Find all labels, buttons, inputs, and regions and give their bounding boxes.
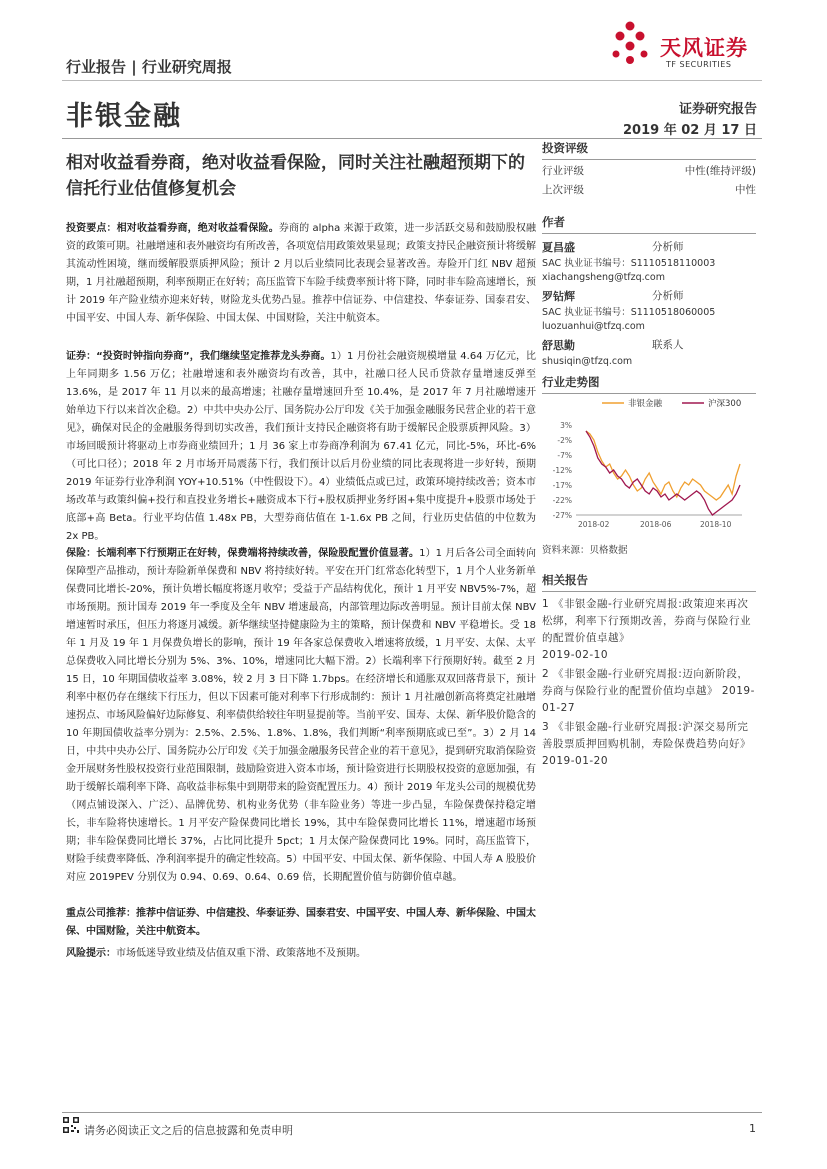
rating-label: 上次评级 [542, 184, 584, 196]
brand-logo-mark [610, 20, 650, 66]
paragraph-lead: 证券：“投资时钟指向券商”，我们继续坚定推荐龙头券商。 [66, 351, 331, 362]
related-report-item[interactable] [542, 596, 756, 664]
x-tick-label: 2018-06 [640, 520, 672, 529]
footer-disclaimer[interactable]: 请务必阅读正文之后的信息披露和免责申明 [84, 1124, 293, 1137]
doc-type-label: 行业报告 | 行业研究周报 [66, 58, 232, 76]
related-report-date: 2019-02-10 [542, 649, 609, 661]
author-name: 舒思勤 [542, 339, 575, 352]
related-report-item[interactable] [542, 666, 756, 717]
chart-divider [542, 393, 756, 394]
chart-heading: 行业走势图 [542, 375, 600, 389]
sector-title: 非银金融 [66, 101, 182, 132]
legend-label: 非银金融 [628, 399, 663, 409]
chart-source: 资料来源：贝格数据 [542, 545, 628, 556]
paragraph-lead: 重点公司推荐：推荐中信证券、中信建投、华泰证券、国泰君安、中国平安、中国人寿、新华保险、中国太保、中国财险，关注中航资本。 [66, 908, 536, 937]
related-report-date: 2019-01-27 [542, 685, 755, 714]
brand-name-cn: 天风证券 [660, 36, 748, 60]
qr-code-icon [62, 1116, 80, 1134]
y-tick-label: 3% [560, 421, 572, 430]
authors-heading: 作者 [542, 215, 565, 229]
rating-row [542, 181, 756, 200]
legend-label: 沪深300 [708, 399, 742, 409]
author-sac: SAC 执业证书编号：S1110518110003 [542, 258, 716, 269]
paragraph-lead: 风险提示： [66, 948, 116, 959]
series-line [586, 431, 740, 500]
related-block [542, 572, 756, 770]
paragraph-insurance [66, 545, 536, 887]
rating-label: 行业评级 [542, 165, 584, 177]
report-type: 证券研究报告 [678, 102, 757, 117]
related-report-title[interactable]: 2 《非银金融-行业研究周报:迈向新阶段，券商与保险行业的配置价值均卓越》 [542, 668, 749, 697]
industry-trend-chart [542, 395, 756, 540]
author-email[interactable]: luozuanhui@tfzq.com [542, 321, 645, 332]
paragraph-text: 1）1 月后各公司全面转向保障型产品推动，预计寿险新单保费和 NBV 将持续好转。平安在开门红常态化转型下，1 月个人业务新单保费同比增长-20%，预计负增长幅度将逐月收窄；受益于产品结构优化，预计 1 月平安 NBV5%-7%，超市场预期。预计国寿 2019 年一季度及全年 NBV 增速最高，内部管理边际改善明显。预计目前太保 NBV 增速暂时承压，但压力将逐月减缓。新华继续坚持健康险为主的策略，预计保费和 NBV 平稳增长。受 18 年 1 月及 19 年 1 月保费负增长的影响，预计 19 年各家总保费收入增速将放缓，1 月平安、太保、太平总保费收入同比增长分别为 5%、3%、10%，增速同比大幅下滑。2）长端利率下行预期好转。截至 2 月 15 日，10 年期国债收益率 3.08%，较 2 月 3 日下降 1.7bps。在经济增长和通胀双双回落背景下，预计利率中枢仍存在继续下行压力，但以下因素可能对利率下行形成制约：预计 1 月社融创新高将奠定社融增速拐点、市场风险偏好边际修复、利率债供给较往年明显提前等。当前平安、国寿、太保、新华股价隐含的 10 年期国债收益率分别为：2.5%、2.5%、1.8%、1.8%，我们判断“利率预期底或已至”。3）2 月 14 日，中共中央办公厅、国务院办公厅印发《关于加强金融服务民营企业的若干意见》，提到研究取消保险资金开展财务性股权投资行业范围限制，鼓励险资进入资本市场，预计险资进行长期股权投资的意愿加强，有助于缓解长端利率下降、高收益非标集中到期带来的险资配置压力。4）预计 2019 年龙头公司的规模优势（网点铺设深入、广泛）、品牌优势、机构业务优势（非车险业务）等进一步凸显，车险保费保持稳定增长，非车险将快速增长。1 月平安产险保费同比增长 19%，其中车险保费同比增长 11%，增速超市场预期；非车险保费同比增长 37%，占比同比提升 5pct；1 月太保产险保费同比 19%。同时，高压监管下，财险手续费率降低、净利润率提升的确定性较高。5）中国平安、中国太保、新华保险、中国人寿 A 股股价对应 2019PEV 分别仅为 0.94、0.69、0.64、0.69 倍，长期配置价值与防御价值卓越。 [66, 548, 537, 883]
related-divider [542, 591, 756, 592]
author-entry [542, 238, 756, 285]
related-report-title[interactable]: 3 《非银金融-行业研究周报:沪深交易所完善股票质押回购机制，寿险保费趋势向好》 [542, 721, 751, 750]
footer-divider [62, 1112, 762, 1113]
paragraph-lead: 投资要点：相对收益看券商，绝对收益看保险。 [66, 223, 279, 234]
author-entry [542, 336, 756, 369]
y-tick-label: -12% [552, 466, 572, 475]
paragraph-text: 券商的 alpha 来源于政策，进一步活跃交易和鼓励股权融资的政策可期。社融增速和表外融资均有所改善，各项宽信用政策效果显现；政策支持民企融资预计将缓解其流动性困境，继而缓解股票质押风险；预计 2 月以后业绩同比表现会显著改善。寿险开门红 NBV 超预期，1 月社融超预期，利率预期正在好转；高压监管下车险手续费率预计将下降，同时非车险高速增长，预计 2019 年产险业绩亦迎来好转，财险龙头优势凸显。推荐中信证券、中信建投、华泰证券、国泰君安、中国平安、中国人寿、新华保险、中国太保、中国财险，关注中航资本。 [66, 223, 537, 324]
rating-divider [542, 159, 756, 160]
author-entry [542, 287, 756, 334]
paragraph-risk [66, 945, 536, 963]
related-report-date: 2019-01-20 [542, 755, 609, 767]
x-tick-label: 2018-10 [700, 520, 732, 529]
title-divider [62, 138, 762, 139]
page-number: 1 [749, 1122, 756, 1135]
author-role: 分析师 [652, 241, 684, 253]
rating-value: 中性 [735, 184, 756, 196]
paragraph-text: 市场低迷导致业绩及估值双重下滑、政策落地不及预期。 [116, 948, 366, 959]
chart-block [542, 374, 756, 394]
rating-heading: 投资评级 [542, 141, 588, 155]
related-report-item[interactable] [542, 719, 756, 770]
y-tick-label: -22% [552, 496, 572, 505]
related-heading: 相关报告 [542, 573, 588, 587]
series-line [586, 431, 740, 515]
brand-name-en: TF SECURITIES [666, 60, 732, 69]
report-title: 相对收益看券商，绝对收益看保险，同时关注社融超预期下的信托行业估值修复机会 [66, 153, 525, 199]
y-tick-label: -27% [552, 511, 572, 520]
author-role: 分析师 [652, 290, 684, 302]
authors-divider [542, 233, 756, 234]
paragraph-text: 1）1 月份社会融资规模增量 4.64 万亿元，比上年同期多 1.56 万亿；社融增速和表外融资均有改善，其中，社融口径人民币贷款存量增速反弹至 13.6%，是 2017 年 11 月以来的最高增速；社融存量增速回升至 10.4%，是 2017 年 7 月社融增速开始单边下行以来首次企稳。2）中共中央办公厅、国务院办公厅印发《关于加强金融服务民营企业的若干意见》，确保对民企的金融服务得到切实改善，我们预计支持民企融资将有助于缓解民企股票质押风险。3）市场回暖预计将驱动上市券商业绩回升；1 月 36 家上市券商净利润为 67.41 亿元，同比-5%，环比-6%（可比口径）；2018 年 2 月市场开局震荡下行，我们预计以后月份业绩的同比表现将进一步好转，预期 2019 年证券行业净利润 YOY+10.51%（中性假设下）。4）业绩低点或已过，政策环境持续改善；资本市场改革与政策纠偏+投行和直投业务增长+融资成本下行+股权质押业务纾困+集中度提升+股票市场处于底部+高 Beta。行业平均估值 1.48x PB，大型券商估值在 1-1.6x PB 之间，行业历史估值的中位数为 2x PB。 [66, 351, 536, 542]
y-tick-label: -7% [557, 451, 572, 460]
paragraph-securities [66, 348, 536, 546]
authors-block [542, 214, 756, 369]
report-date: 2019 年 02 月 17 日 [623, 123, 757, 138]
rating-block [542, 140, 756, 200]
y-tick-label: -2% [557, 436, 572, 445]
header-divider [62, 80, 762, 81]
paragraph-lead: 保险：长端利率下行预期正在好转，保费端将持续改善，保险股配置价值显著。 [66, 548, 420, 559]
author-name: 罗钻辉 [542, 290, 575, 303]
author-role: 联系人 [652, 339, 684, 351]
x-tick-label: 2018-02 [578, 520, 610, 529]
rating-row [542, 162, 756, 181]
y-tick-label: -17% [552, 481, 572, 490]
paragraph-summary [66, 220, 536, 328]
author-email[interactable]: xiachangsheng@tfzq.com [542, 272, 665, 283]
rating-value: 中性(维持评级) [684, 165, 756, 177]
author-email[interactable]: shusiqin@tfzq.com [542, 356, 633, 367]
related-report-title[interactable]: 1 《非银金融-行业研究周报:政策迎来再次松绑，利率下行预期改善，券商与保险行业的配置价值卓越》 [542, 598, 751, 644]
author-sac: SAC 执业证书编号：S1110518060005 [542, 307, 716, 318]
author-name: 夏昌盛 [542, 241, 575, 254]
paragraph-recommendation [66, 905, 536, 941]
